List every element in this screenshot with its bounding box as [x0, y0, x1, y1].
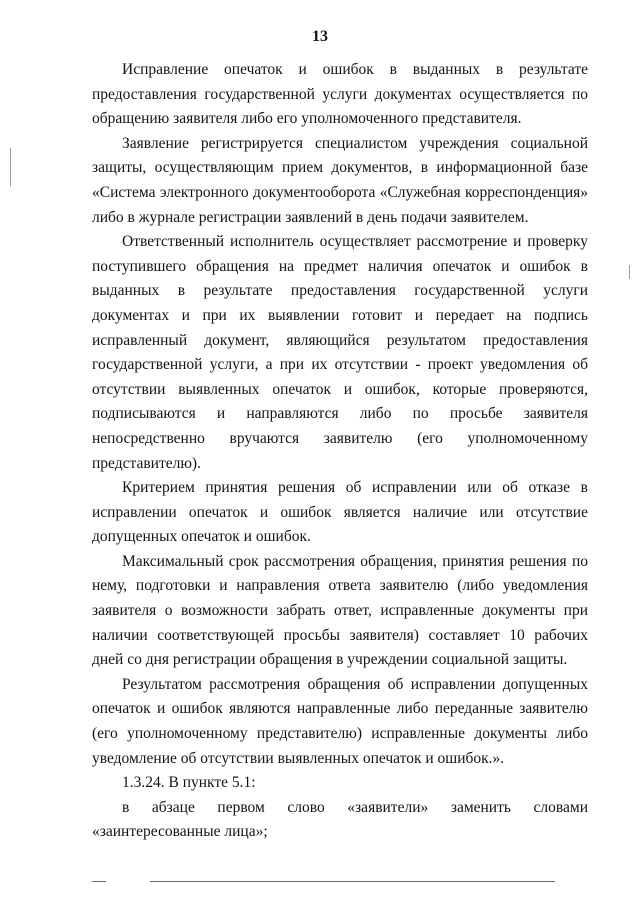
page-number: 13 [312, 28, 328, 45]
paragraph-result: Результатом рассмотрения обращения об исправлении допущенных опечаток и ошибок являются направленные либо переданные заявителю (его уполномоченному представителю) исправленные документы либо уведомление об отсутствии выявленных опечаток и ошибок.». [92, 675, 588, 767]
paragraph-max-term: Максимальный срок рассмотрения обращения, принятия решения по нему, подготовки и направления ответа заявителю (либо уведомления заявителя о возможности забрать ответ, исправленные документы при наличии соответствующей просьбы заявителя) составляет 10 рабочих дней со дня регистрации обращения в учреждении социальной защиты. [92, 552, 588, 669]
paragraph-executor-review: Ответственный исполнитель осуществляет рассмотрение и проверку поступившего обращения на предмет наличия опечаток и ошибок в выданных в результате предоставления государственной услуги документах и при их выявлении готовит и передает на подпись исправленный документ, являющийся результатом предоставления государственной услуги, а при их отсутствии - проект уведомления об отсутствии выявленных опечаток и ошибок, которые проверяются, подписываются и направляются либо по просьбе заявителя непосредственно вручаются заявителю (его уполномоченному представителю). [92, 233, 588, 472]
paragraph-application-registration: Заявление регистрируется специалистом учреждения социальной защиты, осуществляющим прием документов, в информационной базе «Система электронного документооборота «Служебная корреспонденция» либо в журнале регистрации заявлений в день подачи заявителем. [92, 134, 588, 226]
paragraph-correction-procedure: Исправление опечаток и ошибок в выданных в результате предоставления государственной услуги документах осуществляется по обращению заявителя либо его уполномоченного представителя. [92, 61, 588, 128]
footer-line-main [150, 881, 555, 882]
right-margin-mark [629, 265, 630, 279]
paragraph-decision-criterion: Критерием принятия решения об исправлении или об отказе в исправлении опечаток и ошибок является наличие или отсутствие допущенных опечаток и ошибок. [92, 479, 588, 546]
footer-line-left [92, 881, 106, 882]
left-margin-mark [10, 148, 11, 186]
paragraph-amendment: в абзаце первом слово «заявители» заменить словами «заинтересованные лица»; [92, 798, 588, 841]
document-body [92, 58, 588, 845]
paragraph-clause-heading: 1.3.24. В пункте 5.1: [122, 774, 256, 792]
